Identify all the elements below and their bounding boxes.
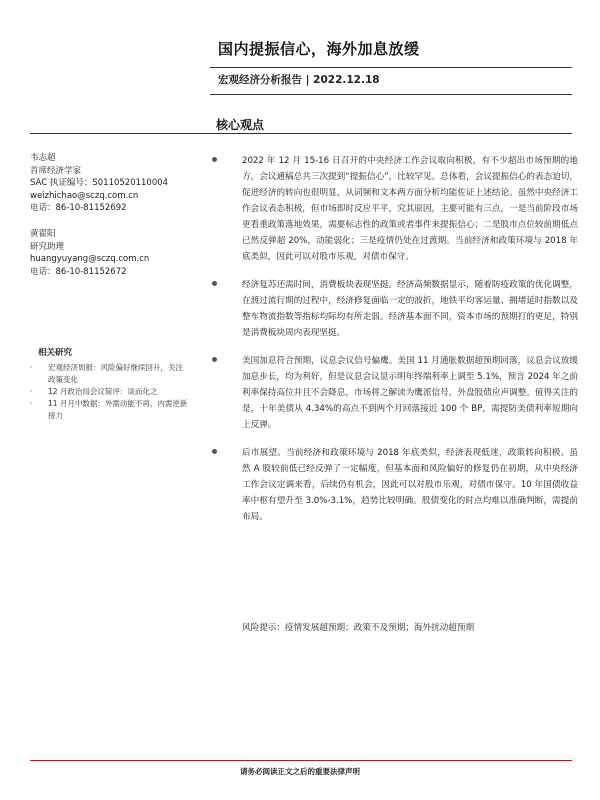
bullet-dot-icon (212, 281, 217, 286)
title-divider (210, 67, 572, 68)
report-title: 国内提振信心，海外加息放缓 (218, 40, 420, 58)
core-view-paragraph (212, 445, 578, 525)
related-research-link[interactable]: 11 月月中数据：外需动能不再，内需逆新接力 (48, 399, 188, 420)
footer-divider (30, 760, 572, 761)
bullet-dot-icon (212, 157, 217, 162)
analyst-name: 黄翟阳 (30, 229, 56, 239)
analyst-name: 韦志超 (30, 153, 56, 163)
analyst-block-2 (30, 228, 149, 278)
related-research-list (30, 362, 190, 422)
bullet: · (30, 387, 33, 396)
core-view-paragraph (212, 153, 578, 265)
core-views (212, 153, 578, 525)
list-item[interactable] (30, 386, 190, 398)
core-view-text: 后市展望。当前经济和政策环境与 2018 年底类似，经济表现低迷，政策转向积极。虽然 A 股较前低已经反弹了一定幅度，但基本面和风险偏好的修复仍在初期，从中央经济工作会议定调来看，后续仍有机会，因此可以对股市乐观，对债市保守。10 年国债收益率中枢有望升至 3.0%-3.1%，趋势比较明确。股债变化的时点均难以准确判断，需提前布局。 (242, 448, 578, 522)
bullet-dot-icon (212, 357, 217, 362)
related-research-link[interactable]: 12 月政治局会议简评：谈而化之 (48, 387, 158, 396)
list-item[interactable] (30, 398, 190, 422)
analyst-email: huangyuyang@sczq.com.cn (30, 254, 150, 264)
subtitle-divider (210, 94, 572, 95)
analyst-role: 首席经济学家 (30, 165, 82, 176)
analyst-block-1 (30, 152, 168, 215)
section-divider (30, 133, 572, 134)
legal-footer[interactable]: 请务必阅读正文之后的重要法律声明 (240, 767, 360, 776)
analyst-role: 研究助理 (30, 241, 65, 252)
core-view-text: 经济复苏还需时间，消费板块表现坚挺。经济高频数据显示，随着防疫政策的优化调整，在渡过流行期的过程中，经济修复面临一定的波折，地铁平均客运量、拥堵延时指数以及整车物流指数等指标均际均有所走弱。经济基本面不同，资本市场的预期打的更足，特别是消费板块周内表现坚挺。 (242, 280, 578, 338)
bullet: · (30, 363, 33, 372)
analyst-license: SAC 执证编号：S0110520110004 (30, 178, 169, 188)
core-view-paragraph (212, 277, 578, 341)
core-view-text: 2022 年 12 月 15-16 日召开的中央经济工作会议取向积极，有不少超出市场预期的地方，会议通稿总共三次提到“提振信心”，比较罕见。总体看，会议提振信心的表态迫切，促进经济的转向也很明显，从词频和文本两方面分析均能佐证上述结论。虽然中央经济工作会议表态积极，但市场即时反应平平，究其原因，主要可能有三点，一是当前阶段市场更看重政策落地效果，需要标志性的政策或者事件来提振信心；二是股市点位较前期低点已然反弹超 20%，动能弱化；三是疫情仍处在过渡期。当前经济和政策环境与 2018 年底类似，因此可以对股市乐观，对债市保守。 (242, 156, 578, 262)
bullet-dot-icon (212, 449, 217, 454)
analyst-email: weizhichao@sczq.com.cn (30, 190, 139, 201)
analyst-phone: 电话：86-10-81152692 (30, 203, 127, 213)
section-title: 核心观点 (216, 118, 265, 132)
list-item[interactable] (30, 362, 190, 386)
related-research-title: 相关研究 (38, 348, 73, 358)
core-view-text: 美国加息符合预期，议息会议信号偏鹰。美国 11 月通胀数据超预期回落，议息会议放缓加息步长，均为利好，但是议息会议显示明年终端利率上调至 5.1%，预言 2024 年之前利率保持高位并且不会降息，市场将之解读为鹰派信号，外盘股债应声调整。值得关注的是，十年美债从 4.34%的高点不到两个月回落接近 100 个 BP，需提防美债利率短期向上反弹。 (242, 356, 578, 430)
report-subtitle: 宏观经济分析报告 | 2022.12.18 (218, 74, 380, 86)
related-research-link[interactable]: 宏观经济周报：风险偏好继续回升，关注政策变化 (48, 363, 183, 384)
analyst-phone: 电话：86-10-81152672 (30, 266, 127, 277)
core-view-paragraph (212, 353, 578, 433)
bullet: · (30, 399, 33, 408)
risk-note: 风险提示：疫情发展超预期；政策不及预期；海外扰动超预期 (242, 623, 475, 633)
